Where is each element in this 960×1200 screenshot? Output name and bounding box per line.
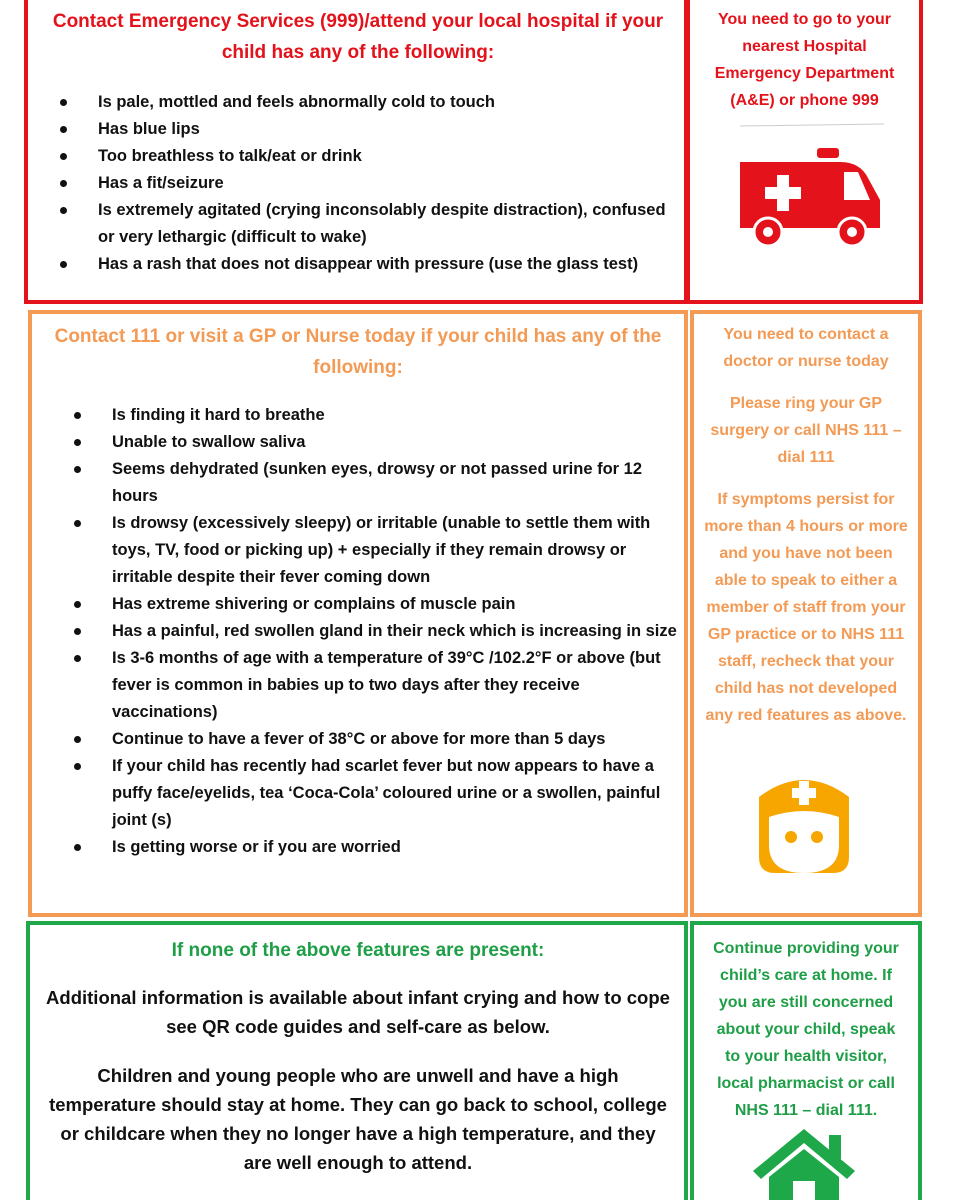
orange-list bbox=[72, 402, 684, 861]
red-side-box bbox=[686, 0, 923, 304]
list-item: Has a rash that does not disappear with pressure (use the glass test) bbox=[58, 251, 680, 278]
nurse-icon bbox=[749, 769, 859, 879]
orange-main-box bbox=[28, 310, 688, 917]
list-item: Has a fit/seizure bbox=[58, 170, 680, 197]
green-side-text: Continue providing your child’s care at home. If you are still concerned about your child, speak to your health visitor, local pharmacist or call NHS 111 – dial 111. bbox=[713, 940, 899, 1119]
ambulance-icon bbox=[734, 120, 884, 250]
orange-side-text-2: Please ring your GP surgery or call NHS 111 – dial 111 bbox=[710, 395, 902, 466]
house-icon bbox=[749, 1125, 859, 1200]
green-paragraph-2: Children and young people who are unwell and have a high temperature should stay at home. They can go back to school, college or childcare when they no longer have a high temperature, and they are well enough to attend. bbox=[49, 1065, 667, 1173]
list-item: Is 3-6 months of age with a temperature of 39°C /102.2°F or above (but fever is common in babies up to two days after they receive vaccinations) bbox=[72, 645, 684, 726]
list-item: Has a painful, red swollen gland in their neck which is increasing in size bbox=[72, 618, 684, 645]
list-item: Unable to swallow saliva bbox=[72, 429, 684, 456]
orange-side-text-1: You need to contact a doctor or nurse today bbox=[723, 326, 889, 370]
red-main-box bbox=[24, 0, 688, 304]
orange-side-box bbox=[690, 310, 922, 917]
list-item: If your child has recently had scarlet fever but now appears to have a puffy face/eyelids, tea ‘Coca-Cola’ coloured urine or a swollen, painful joint (s) bbox=[72, 753, 684, 834]
list-item: Has extreme shivering or complains of muscle pain bbox=[72, 591, 684, 618]
orange-heading: Contact 111 or visit a GP or Nurse today if your child has any of the following: bbox=[54, 326, 662, 378]
list-item: Is extremely agitated (crying inconsolably despite distraction), confused or very lethargic (difficult to wake) bbox=[58, 197, 680, 251]
green-heading: If none of the above features are present: bbox=[171, 940, 545, 961]
list-item: Too breathless to talk/eat or drink bbox=[58, 143, 680, 170]
list-item: Is pale, mottled and feels abnormally cold to touch bbox=[58, 89, 680, 116]
red-list bbox=[58, 89, 680, 278]
list-item: Continue to have a fever of 38°C or above for more than 5 days bbox=[72, 726, 684, 753]
red-side-text: You need to go to your nearest Hospital Emergency Department (A&E) or phone 999 bbox=[714, 11, 895, 109]
orange-side-text-3: If symptoms persist for more than 4 hours or more and you have not been able to speak to either a member of staff from your GP practice or to NHS 111 staff, recheck that your child has not developed any red features as above. bbox=[704, 491, 908, 724]
list-item: Seems dehydrated (sunken eyes, drowsy or not passed urine for 12 hours bbox=[72, 456, 684, 510]
list-item: Is drowsy (excessively sleepy) or irritable (unable to settle them with toys, TV, food or picking up) + especially if they remain drowsy or irritable despite their fever coming down bbox=[72, 510, 684, 591]
green-side-box bbox=[690, 921, 922, 1200]
green-paragraph-1: Additional information is available about infant crying and how to cope see QR code guides and self-care as below. bbox=[46, 987, 670, 1037]
list-item: Is getting worse or if you are worried bbox=[72, 834, 684, 861]
list-item: Is finding it hard to breathe bbox=[72, 402, 684, 429]
list-item: Has blue lips bbox=[58, 116, 680, 143]
red-heading: Contact Emergency Services (999)/attend your local hospital if your child has any of the following: bbox=[52, 11, 664, 63]
green-main-box bbox=[26, 921, 688, 1200]
